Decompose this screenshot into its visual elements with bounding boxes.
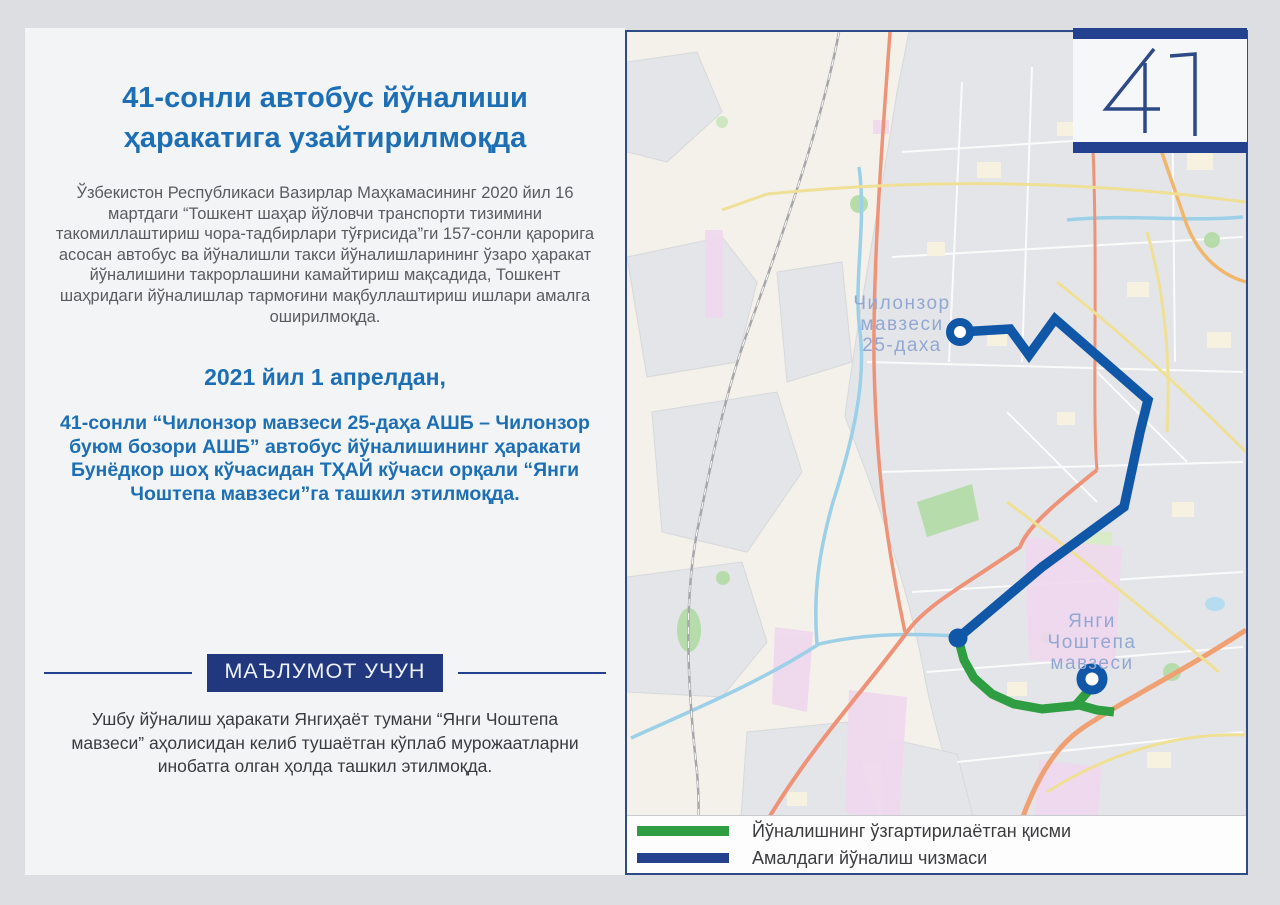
legend-item-current — [627, 847, 1246, 869]
start-stop-label-line2: мавзеси — [860, 314, 944, 335]
route-number-badge — [1073, 28, 1247, 153]
route-junction-marker — [949, 629, 968, 648]
start-stop-label-line1: Чилонзор — [853, 293, 951, 314]
end-stop-label-line3: мавзеси — [1050, 653, 1134, 674]
legend-label-changed: Йўналишнинг ўзгартирилаётган қисми — [752, 820, 1072, 841]
divider-line-left — [44, 672, 192, 674]
footer-text: Ушбу йўналиш ҳаракати Янгиҳаёт тумани “Янги Чоштепа мавзеси” аҳолисидан келиб тушаётган кўплаб мурожаатларни инобатга олган ҳолда ташкил этилмоқда. — [71, 709, 579, 776]
legend-item-changed — [627, 820, 1246, 842]
intro-text: Ўзбекистон Республикаси Вазирлар Маҳкамасининг 2020 йил 16 мартдаги “Тошкент шаҳар йўловчи транспорти тизимини такомиллаштириш чора-тадбирлари тўғрисида”ги 157-сонли қарорига асосан автобус ва йўналишли такси йўналишларининг ўзаро ҳаракат йўналишини такрорлашини камайтириш мақсадида, Тошкент шаҳридаги йўналишлар тармоғини мақбуллаштириш ишлари амалга оширилмоқда. — [55, 184, 595, 326]
route-change-text: 41-сонли “Чилонзор мавзеси 25-даҳа АШБ – Чилонзор буюм бозори АШБ” автобус йўналишининг ҳаракати Бунёдкор шоҳ кўчасидан ТҲАЙ кўчаси орқали “Янги Чоштепа мавзеси”га ташкил этилмоқда. — [60, 412, 590, 505]
info-panel — [25, 28, 625, 875]
divider-line-right — [458, 672, 606, 674]
legend-swatch-green — [637, 826, 729, 836]
end-stop-label-line2: Чоштепа — [1047, 632, 1137, 653]
legend-swatch-blue — [637, 853, 729, 863]
page-title: 41-сонли автобус йўналиши ҳаракатига узайтирилмоқда — [122, 82, 528, 154]
route-map — [625, 30, 1248, 875]
info-badge: МАЪЛУМОТ УЧУН — [207, 654, 444, 692]
start-stop-label — [822, 293, 982, 356]
start-stop-label-line3: 25-даха — [862, 335, 942, 356]
end-stop-label — [1012, 611, 1172, 674]
legend-label-current: Амалдаги йўналиш чизмаси — [752, 847, 988, 868]
badge-face — [1073, 39, 1247, 142]
badge-top-bar — [1073, 28, 1247, 39]
map-canvas — [627, 32, 1246, 873]
effective-date: 2021 йил 1 апрелдан, — [204, 364, 446, 390]
route-number-glyph — [1100, 43, 1220, 138]
badge-bottom-bar — [1073, 142, 1247, 153]
pond — [1205, 597, 1225, 611]
info-badge-row — [25, 654, 625, 692]
map-legend — [627, 815, 1246, 873]
end-stop-label-line1: Янги — [1068, 611, 1116, 632]
